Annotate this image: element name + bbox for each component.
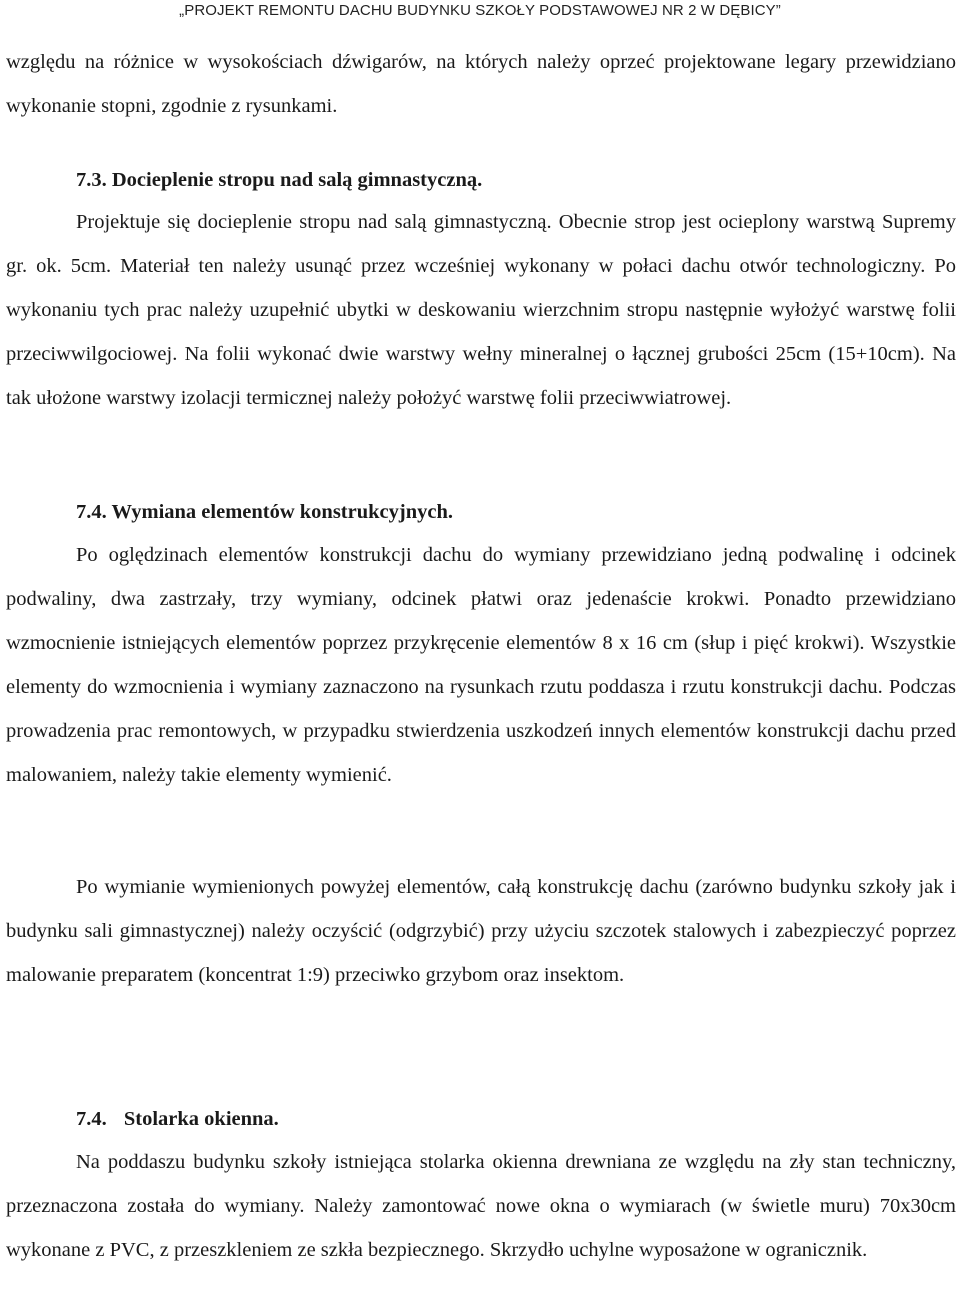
section-number: 7.4.	[76, 1108, 107, 1130]
intro-paragraph: względu na różnice w wysokościach dźwigarów, na których należy oprzeć projektowane legary przewidziano wykonanie stopni, zgodnie z rysunkami.	[6, 51, 956, 117]
section-title: Wymiana elementów konstrukcyjnych.	[111, 501, 453, 523]
section-title: Stolarka okienna.	[123, 1108, 279, 1130]
section-7-3-paragraph: Projektuje się docieplenie stropu nad salą gimnastyczną. Obecnie strop jest ocieplony warstwą Supremy gr. ok. 5cm. Materiał ten należy usunąć przez wcześniej wykonany w połaci dachu otwór technologiczny. Po wykonaniu tych prac należy uzupełnić ubytki w deskowaniu wierzchnim stropu następnie wyłożyć warstwę folii przeciwwilgociowej. Na folii wykonać dwie warstwy wełny mineralnej o łącznej grubości 25cm (15+10cm). Na tak ułożone warstwy izolacji termicznej należy położyć warstwę folii przeciwwiatrowej.	[6, 211, 956, 409]
section-7-4-stolarka-paragraph: Na poddaszu budynku szkoły istniejąca stolarka okienna drewniana ze względu na zły stan techniczny, przeznaczona została do wymiany. Należy zamontować nowe okna o wymiarach (w świetle muru) 70x30cm wykonane z PVC, z przeszkleniem ze szkła bezpiecznego. Skrzydło uchylne wyposażone w ogranicznik.	[6, 1151, 956, 1261]
section-number: 7.3.	[76, 169, 107, 191]
section-number: 7.4.	[76, 501, 107, 523]
section-heading-7-4-stolarka	[76, 1097, 279, 1141]
section-7-4-paragraph-2: Po wymianie wymienionych powyżej elementów, całą konstrukcję dachu (zarówno budynku szkoły jak i budynku sali gimnastycznej) należy oczyścić (odgrzybić) przy użyciu szczotek stalowych i zabezpieczyć poprzez malowanie preparatem (koncentrat 1:9) przeciwko grzybom oraz insektom.	[6, 876, 956, 986]
section-7-4-paragraph-1: Po oględzinach elementów konstrukcji dachu do wymiany przewidziano jedną podwalinę i odcinek podwaliny, dwa zastrzały, trzy wymiany, odcinek płatwi oraz jedenaście krokwi. Ponadto przewidziano wzmocnienie istniejących elementów poprzez przykręcenie elementów 8 x 16 cm (słup i pięć krokwi). Wszystkie elementy do wzmocnienia i wymiany zaznaczono na rysunkach rzutu poddasza i rzutu konstrukcji dachu. Podczas prowadzenia prac remontowych, w przypadku stwierdzenia uszkodzeń innych elementów konstrukcji dachu przed malowaniem, należy takie elementy wymienić.	[6, 544, 956, 786]
running-header: „PROJEKT REMONTU DACHU BUDYNKU SZKOŁY PODSTAWOWEJ NR 2 W DĘBICY”	[179, 2, 781, 19]
section-heading-7-3	[76, 158, 482, 202]
section-title: Docieplenie stropu nad salą gimnastyczną.	[111, 169, 483, 191]
section-heading-7-4-konstrukcja	[76, 490, 453, 534]
